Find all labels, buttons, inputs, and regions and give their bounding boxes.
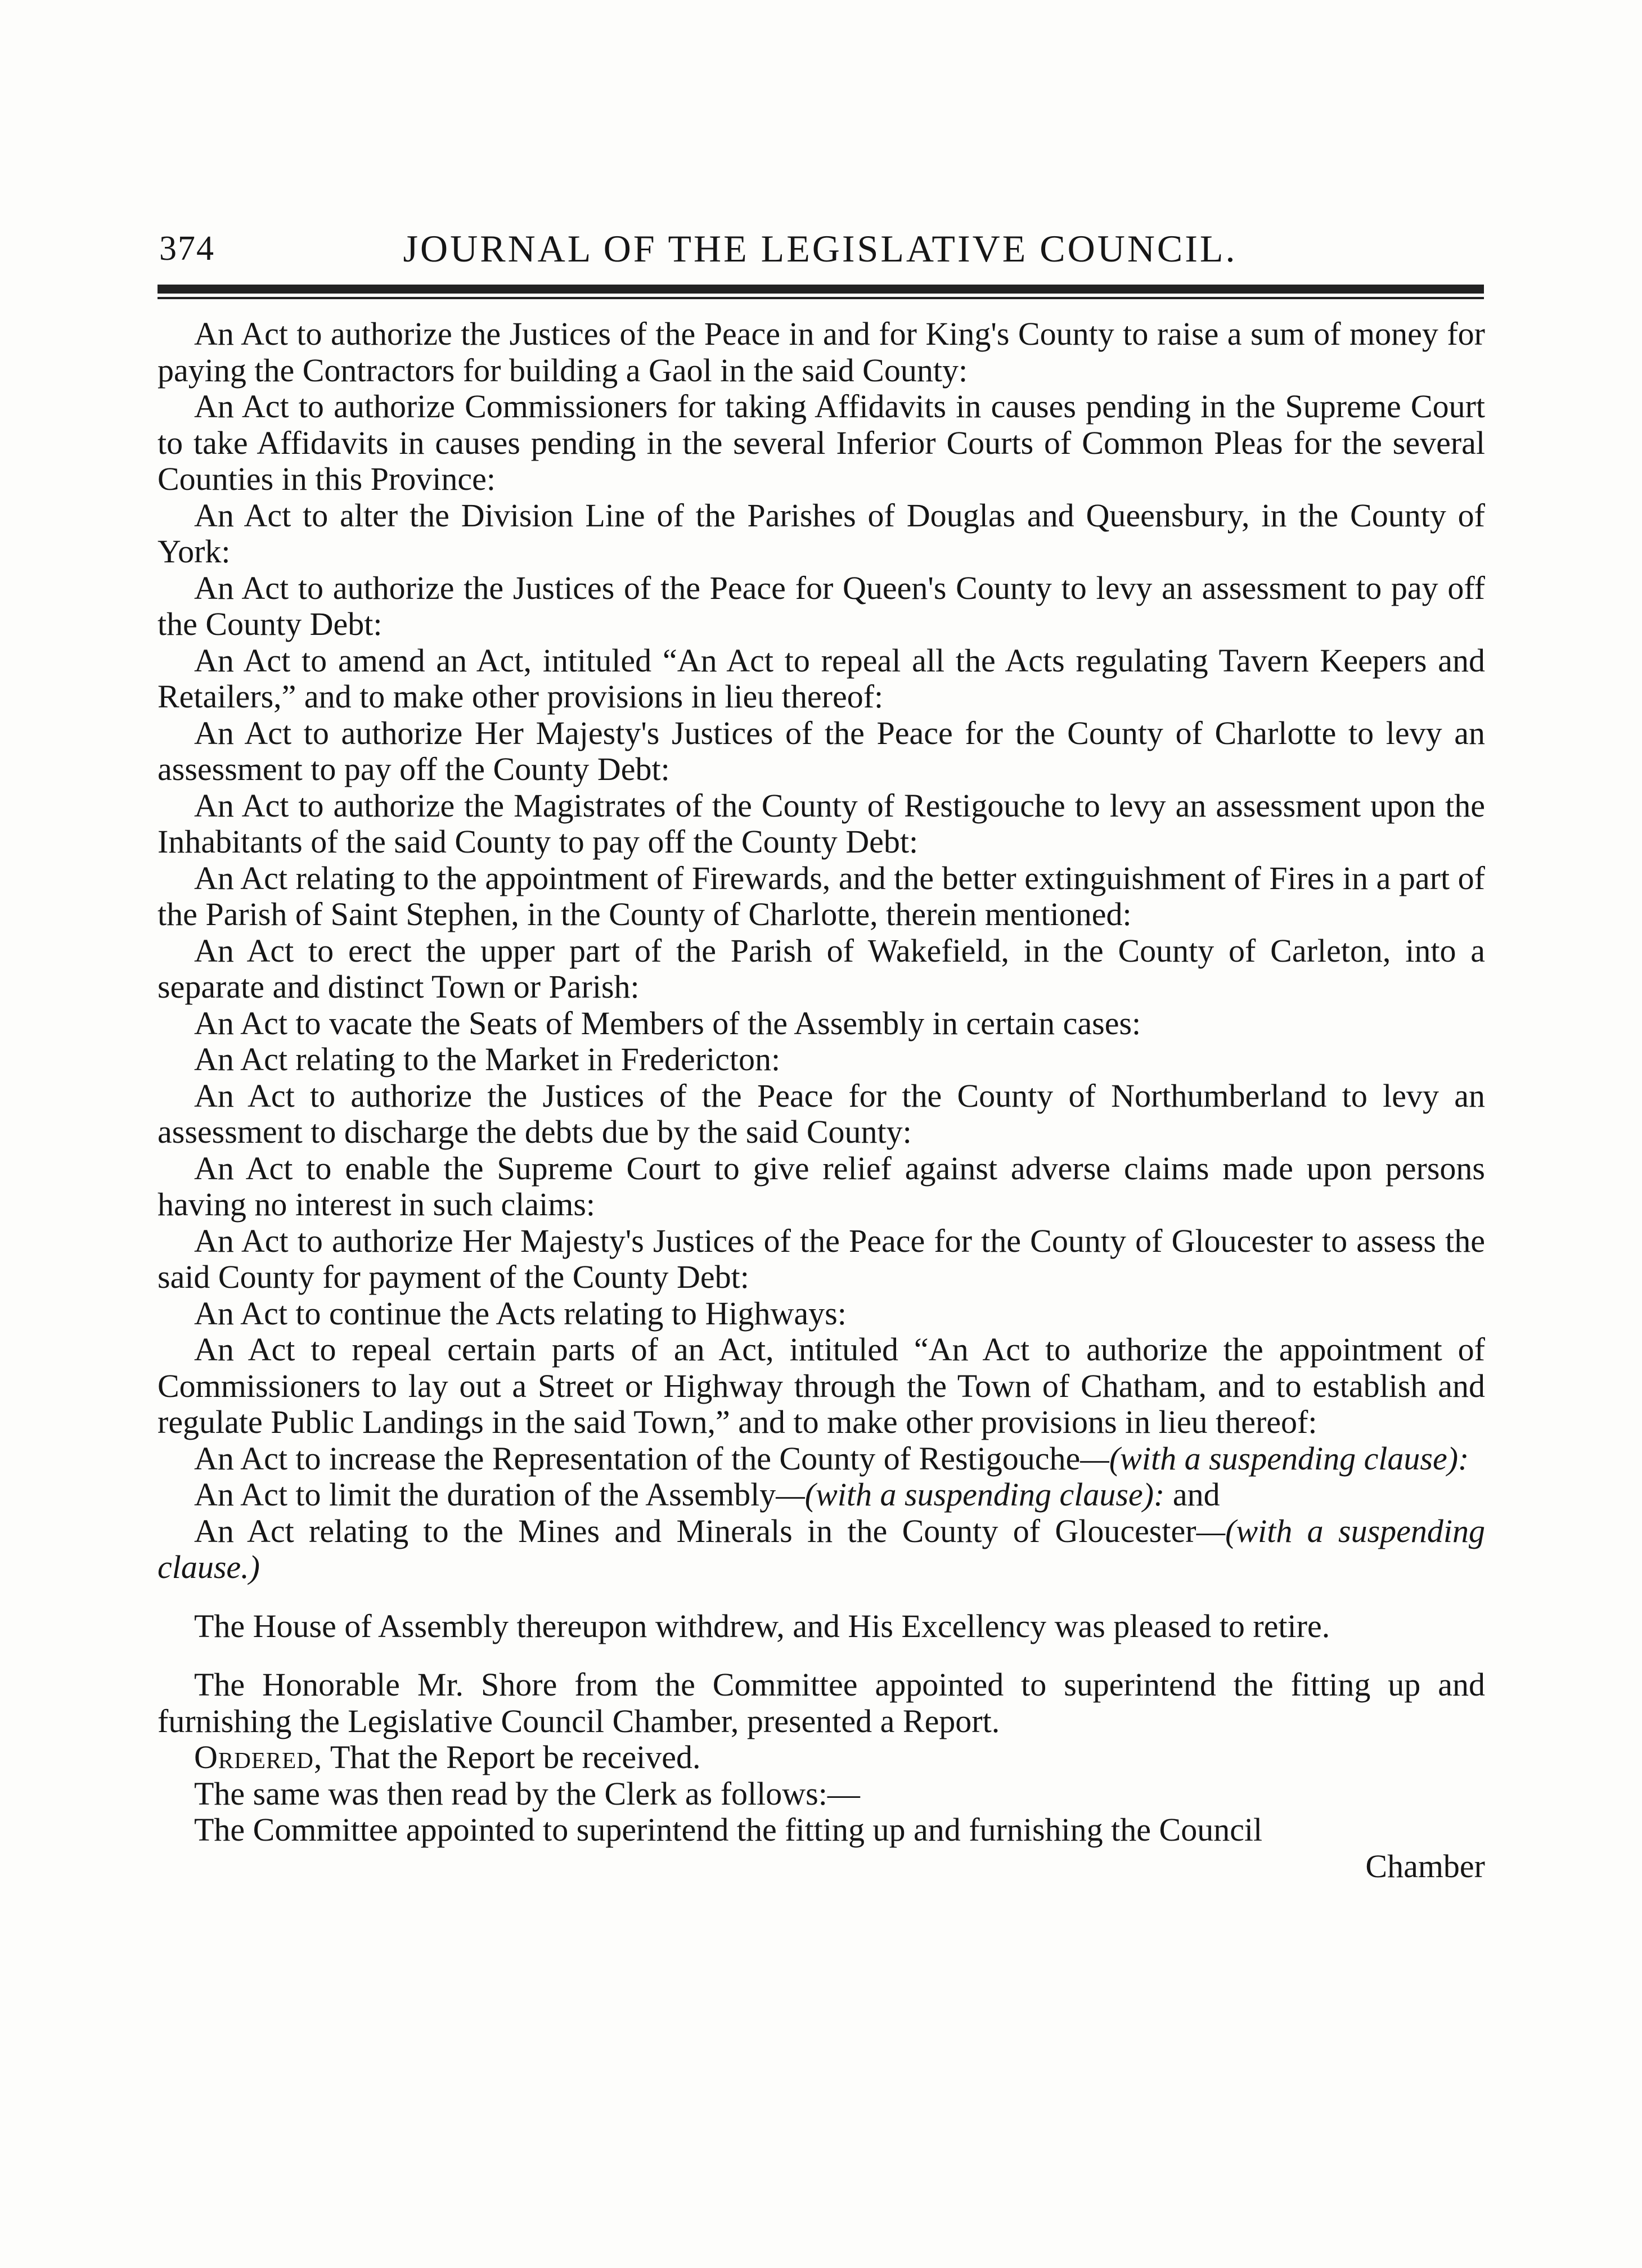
act-entry: An Act relating to the Mines and Minerals in the County of Gloucester—(with a suspending clause.) bbox=[158, 1512, 1485, 1585]
act-entry: An Act to authorize the Justices of the Peace for Queen's County to levy an assessment to pay off the County Debt: bbox=[158, 569, 1485, 642]
committee-report-paragraph: The Honorable Mr. Shore from the Committee appointed to superintend the fitting up and furnishing the Legislative Council Chamber, presented a Report. bbox=[158, 1666, 1485, 1739]
act-entry: An Act to authorize the Magistrates of the County of Restigouche to levy an assessment upon the Inhabitants of the said County to pay off the County Debt: bbox=[158, 787, 1485, 860]
act-entry: An Act to continue the Acts relating to Highways: bbox=[194, 1295, 847, 1332]
page-header bbox=[159, 220, 1481, 277]
act-entry: An Act to limit the duration of the Assembly—(with a suspending clause): and bbox=[194, 1476, 1220, 1513]
act-entry: An Act to authorize the Justices of the Peace in and for King's County to raise a sum of money for paying the Contractors for building a Gaol in the said County: bbox=[158, 315, 1485, 389]
suspending-clause: —(with a suspending clause): bbox=[1080, 1440, 1469, 1477]
header-rule bbox=[158, 285, 1484, 306]
act-entry: An Act to increase the Representation of the County of Restigouche—(with a suspending clause): bbox=[194, 1440, 1469, 1477]
running-title: JOURNAL OF THE LEGISLATIVE COUNCIL. bbox=[403, 227, 1238, 270]
page-number: 374 bbox=[159, 229, 215, 268]
withdrawal-paragraph: The House of Assembly thereupon withdrew, and His Excellency was pleased to retire. bbox=[194, 1607, 1330, 1644]
act-entry: An Act to authorize Commissioners for taking Affidavits in causes pending in the Supreme Court to take Affidavits in causes pending in the several Inferior Courts of Common Pleas for the several Counties in this Province: bbox=[158, 388, 1485, 497]
acts-list bbox=[158, 316, 1485, 1586]
act-entry: An Act to erect the upper part of the Parish of Wakefield, in the County of Carleton, into a separate and distinct Town or Parish: bbox=[158, 932, 1485, 1005]
suspending-clause: —(with a suspending clause.) bbox=[158, 1512, 1485, 1585]
suspending-clause: —(with a suspending clause): bbox=[776, 1476, 1165, 1513]
act-entry: An Act to amend an Act, intituled “An Act to repeal all the Acts regulating Tavern Keepers and Retailers,” and to make other provisions in lieu thereof: bbox=[158, 642, 1485, 715]
act-entry: An Act to vacate the Seats of Members of the Assembly in certain cases: bbox=[194, 1004, 1141, 1041]
act-entry: An Act relating to the Market in Fredericton: bbox=[194, 1041, 781, 1077]
clerk-read-paragraph: The same was then read by the Clerk as follows:— bbox=[194, 1775, 860, 1812]
ordered-label: Ordered, bbox=[194, 1739, 323, 1775]
ordered-paragraph: Ordered, That the Report be received. bbox=[194, 1739, 701, 1775]
act-entry: An Act to enable the Supreme Court to give relief against adverse claims made upon persons having no interest in such claims: bbox=[158, 1149, 1485, 1223]
act-entry: An Act to authorize the Justices of the Peace for the County of Northumberland to levy an assessment to discharge the debts due by the said County: bbox=[158, 1077, 1485, 1150]
act-entry: An Act to alter the Division Line of the Parishes of Douglas and Queensbury, in the County of York: bbox=[158, 497, 1485, 570]
act-entry: An Act relating to the appointment of Firewards, and the better extinguishment of Fires in a part of the Parish of Saint Stephen, in the County of Charlotte, therein mentioned: bbox=[158, 859, 1485, 932]
report-opening-paragraph: The Committee appointed to superintend the fitting up and furnishing the Council bbox=[194, 1811, 1263, 1848]
act-entry: An Act to repeal certain parts of an Act, intituled “An Act to authorize the appointment of Commissioners to lay out a Street or Highway through the Town of Chatham, and to establish and regulate Public Landings in the said Town,” and to make other provisions in lieu thereof: bbox=[158, 1331, 1485, 1440]
page-body bbox=[158, 316, 1485, 1884]
catchword: Chamber bbox=[1365, 1847, 1485, 1884]
act-entry: An Act to authorize Her Majesty's Justices of the Peace for the County of Charlotte to levy an assessment to pay off the County Debt: bbox=[158, 714, 1485, 787]
act-entry: An Act to authorize Her Majesty's Justices of the Peace for the County of Gloucester to assess the said County for payment of the County Debt: bbox=[158, 1222, 1485, 1295]
